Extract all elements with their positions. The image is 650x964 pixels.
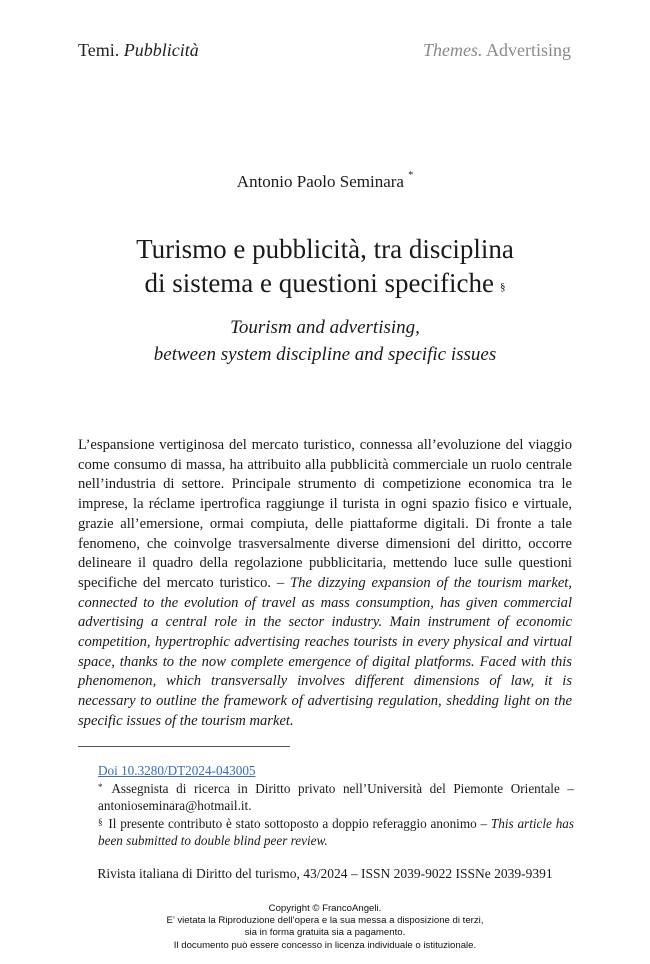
- header-section-label-en: Themes.: [422, 40, 483, 60]
- copyright-line-3: sia in forma gratuita sia a pagamento.: [244, 927, 406, 939]
- article-title: [0, 232, 650, 300]
- abstract-italian: L’espansione vertiginosa del mercato turistico, connessa all’evoluzione del viaggio come consumo di massa, ha attribuito alla pubblicità commerciale un ruolo centrale nell’industria di settore. Principale strumento di competizione economica tra le imprese, la réclame ipertrofica raggiunge il turista in ogni spazio fisico e virtuale, grazie all’emersione, ormai compiuta, delle piattaforme digitali. Di fronte a tale fenomeno, che coinvolge trasversalmente diverse dimensioni del diritto, occorre delineare il quadro della regolazione pubblicitaria, mettendo luce sulle questioni specifiche del mercato turistico. –: [78, 437, 572, 591]
- copyright-line-4: Il documento può essere concesso in licenza individuale o istituzionale.: [173, 939, 477, 951]
- footnote-2-mark: §: [98, 816, 103, 827]
- footnote-1-text: Assegnista di ricerca in Diritto privato nell’Università del Piemonte Orientale – antonioseminara@hotmail.it.: [98, 780, 574, 814]
- subtitle-line-1: Tourism and advertising,: [230, 317, 420, 338]
- author-name: Antonio Paolo Seminara: [236, 172, 404, 191]
- article-subtitle-en: [0, 314, 650, 368]
- header-section-topic-en: Advertising: [486, 40, 571, 60]
- author-footnote-mark: *: [408, 170, 414, 182]
- footnote-2-text: Il presente contributo è stato sottoposto a doppio referaggio anonimo –: [108, 815, 488, 831]
- header-section-topic: Pubblicità: [123, 40, 199, 60]
- footnotes: [98, 762, 574, 850]
- title-line-2-text: di sistema e questioni specifiche: [144, 268, 494, 298]
- footnote-2-text-en: This article has been submitted to double blind peer review.: [98, 815, 575, 849]
- footnote-review: [98, 815, 574, 850]
- copyright-line-1: Copyright © FrancoAngeli.: [268, 903, 382, 914]
- copyright-line-2: E’ vietata la Riproduzione dell’opera e la sua messa a disposizione di terzi,: [166, 915, 484, 927]
- author-line: [0, 172, 650, 192]
- abstract-english: The dizzying expansion of the tourism market, connected to the evolution of travel as mass consumption, has given commercial advertising a central role in the sector industry. Main instrument of economic competition, hypertrophic advertising reaches tourists in every physical and virtual space, thanks to the now complete emergence of digital platforms. Faced with this phenomenon, which transversally involves different dimensions of law, it is necessary to outline the framework of advertising regulation, shedding light on the specific issues of the tourism market.: [78, 574, 573, 729]
- doi-link[interactable]: Doi 10.3280/DT2024-043005: [98, 763, 256, 778]
- subtitle-line-2: between system discipline and specific issues: [153, 344, 497, 365]
- journal-citation: Rivista italiana di Diritto del turismo, 43/2024 – ISSN 2039-9022 ISSNe 2039-9391: [97, 866, 553, 881]
- footnote-1-mark: *: [98, 781, 103, 792]
- abstract: [78, 436, 572, 732]
- copyright-notice: [0, 903, 650, 952]
- title-footnote-mark: §: [499, 281, 506, 293]
- title-line-1: Turismo e pubblicità, tra disciplina: [136, 234, 514, 264]
- title-line-2: [0, 266, 650, 300]
- running-header-right: [423, 40, 571, 61]
- running-header-left: [78, 40, 199, 61]
- footnote-divider: [78, 746, 290, 747]
- footnote-author: [98, 780, 574, 815]
- header-section-label: Temi.: [78, 40, 120, 60]
